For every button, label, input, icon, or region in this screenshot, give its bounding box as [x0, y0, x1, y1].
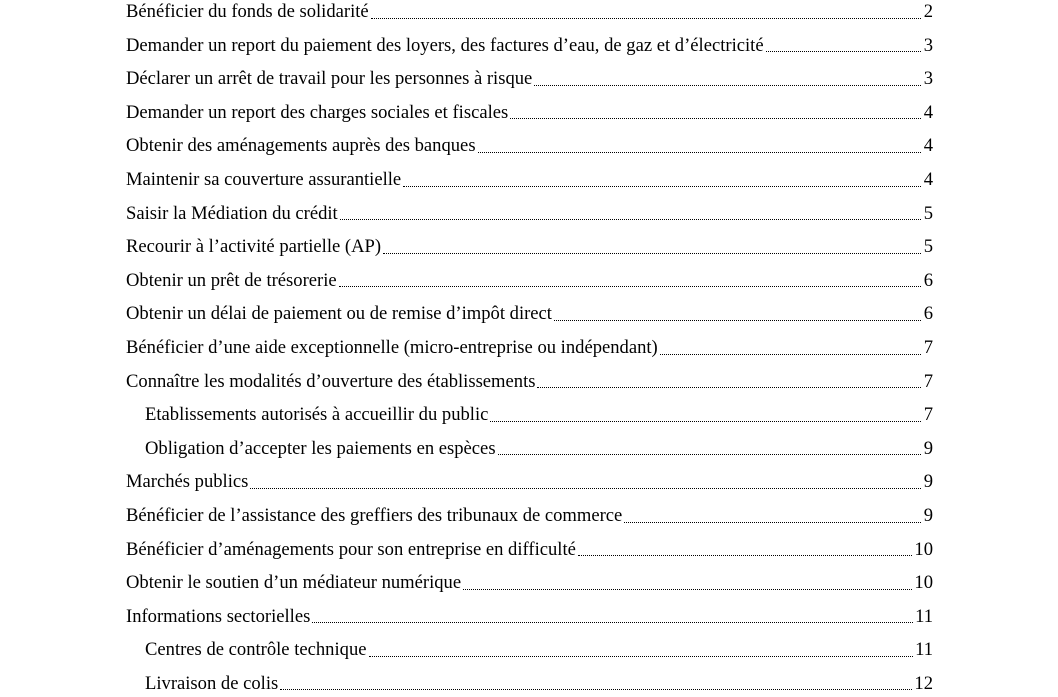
toc-entry-label: Obtenir un prêt de trésorerie — [126, 269, 337, 291]
dot-leader — [534, 84, 921, 86]
toc-page-number: 3 — [923, 68, 933, 90]
toc-entry-label: Maintenir sa couverture assurantielle — [126, 168, 402, 190]
dot-leader — [624, 521, 921, 523]
dot-leader — [510, 117, 921, 119]
toc-entry[interactable] — [126, 227, 933, 261]
dot-leader — [340, 218, 921, 220]
toc-subentry[interactable] — [126, 429, 933, 463]
dot-leader — [537, 386, 921, 388]
dot-leader — [369, 655, 914, 657]
toc-page-number: 2 — [923, 1, 933, 22]
toc-page-number: 11 — [915, 605, 933, 627]
dot-leader — [766, 50, 921, 52]
toc-entry-label: Livraison de colis — [145, 672, 279, 694]
toc-page-number: 12 — [914, 672, 933, 694]
toc-entry-label: Demander un report du paiement des loyers, des factures d’eau, de gaz et d’électricité — [126, 34, 764, 56]
toc-page-number: 11 — [915, 639, 933, 661]
toc-entry[interactable] — [126, 194, 933, 228]
toc-entry-label: Etablissements autorisés à accueillir du public — [145, 404, 489, 426]
toc-page-number: 5 — [923, 236, 933, 258]
toc-entry-label: Déclarer un arrêt de travail pour les personnes à risque — [126, 68, 533, 90]
toc-entry-label: Saisir la Médiation du crédit — [126, 202, 338, 224]
dot-leader — [312, 621, 913, 623]
toc-entry-label: Obtenir des aménagements auprès des banques — [126, 135, 476, 157]
toc-subentry[interactable] — [126, 664, 933, 697]
toc-page-number: 3 — [923, 34, 933, 56]
toc-page-number: 7 — [923, 370, 933, 392]
toc-entry-label: Informations sectorielles — [126, 605, 311, 627]
toc-entry[interactable] — [126, 0, 933, 26]
dot-leader — [660, 353, 921, 355]
dot-leader — [554, 319, 921, 321]
toc-entry-label: Bénéficier du fonds de solidarité — [126, 1, 369, 22]
toc-entry-label: Bénéficier d’aménagements pour son entreprise en difficulté — [126, 538, 576, 560]
toc-page-number: 9 — [923, 437, 933, 459]
toc-entry-label: Bénéficier de l’assistance des greffiers des tribunaux de commerce — [126, 504, 623, 526]
dot-leader — [280, 688, 912, 690]
table-of-contents — [126, 0, 933, 697]
dot-leader — [578, 554, 913, 556]
toc-entry[interactable] — [126, 261, 933, 295]
toc-subentry[interactable] — [126, 630, 933, 664]
toc-page-number: 6 — [923, 303, 933, 325]
dot-leader — [403, 185, 921, 187]
toc-subentry[interactable] — [126, 395, 933, 429]
toc-page-number: 7 — [923, 336, 933, 358]
toc-entry[interactable] — [126, 26, 933, 60]
toc-page-number: 9 — [923, 504, 933, 526]
toc-entry-label: Bénéficier d’une aide exceptionnelle (micro-entreprise ou indépendant) — [126, 336, 658, 358]
dot-leader — [463, 588, 912, 590]
toc-entry[interactable] — [126, 530, 933, 564]
toc-entry[interactable] — [126, 496, 933, 530]
toc-entry[interactable] — [126, 160, 933, 194]
dot-leader — [478, 151, 921, 153]
dot-leader — [339, 285, 921, 287]
toc-entry-label: Demander un report des charges sociales et fiscales — [126, 101, 509, 123]
toc-page-number: 4 — [923, 101, 933, 123]
toc-entry[interactable] — [126, 294, 933, 328]
toc-entry[interactable] — [126, 93, 933, 127]
toc-entry[interactable] — [126, 126, 933, 160]
toc-page-number: 9 — [923, 471, 933, 493]
toc-entry[interactable] — [126, 462, 933, 496]
toc-entry-label: Connaître les modalités d’ouverture des établissements — [126, 370, 536, 392]
toc-entry-label: Obtenir le soutien d’un médiateur numérique — [126, 572, 462, 594]
toc-page-number: 4 — [923, 135, 933, 157]
dot-leader — [371, 17, 921, 19]
dot-leader — [250, 487, 921, 489]
toc-entry[interactable] — [126, 59, 933, 93]
toc-entry[interactable] — [126, 328, 933, 362]
toc-entry[interactable] — [126, 597, 933, 631]
toc-entry-label: Obtenir un délai de paiement ou de remise d’impôt direct — [126, 303, 552, 325]
dot-leader — [498, 453, 921, 455]
toc-page-number: 10 — [914, 572, 933, 594]
dot-leader — [490, 420, 921, 422]
toc-entry-label: Obligation d’accepter les paiements en espèces — [145, 437, 496, 459]
toc-page-number: 6 — [923, 269, 933, 291]
dot-leader — [383, 252, 921, 254]
toc-page-number: 10 — [914, 538, 933, 560]
toc-entry[interactable] — [126, 362, 933, 396]
toc-entry-label: Centres de contrôle technique — [145, 639, 367, 661]
toc-page-number: 7 — [923, 404, 933, 426]
toc-entry[interactable] — [126, 563, 933, 597]
toc-page-number: 4 — [923, 168, 933, 190]
toc-entry-label: Recourir à l’activité partielle (AP) — [126, 236, 382, 258]
toc-entry-label: Marchés publics — [126, 471, 249, 493]
toc-page-number: 5 — [923, 202, 933, 224]
